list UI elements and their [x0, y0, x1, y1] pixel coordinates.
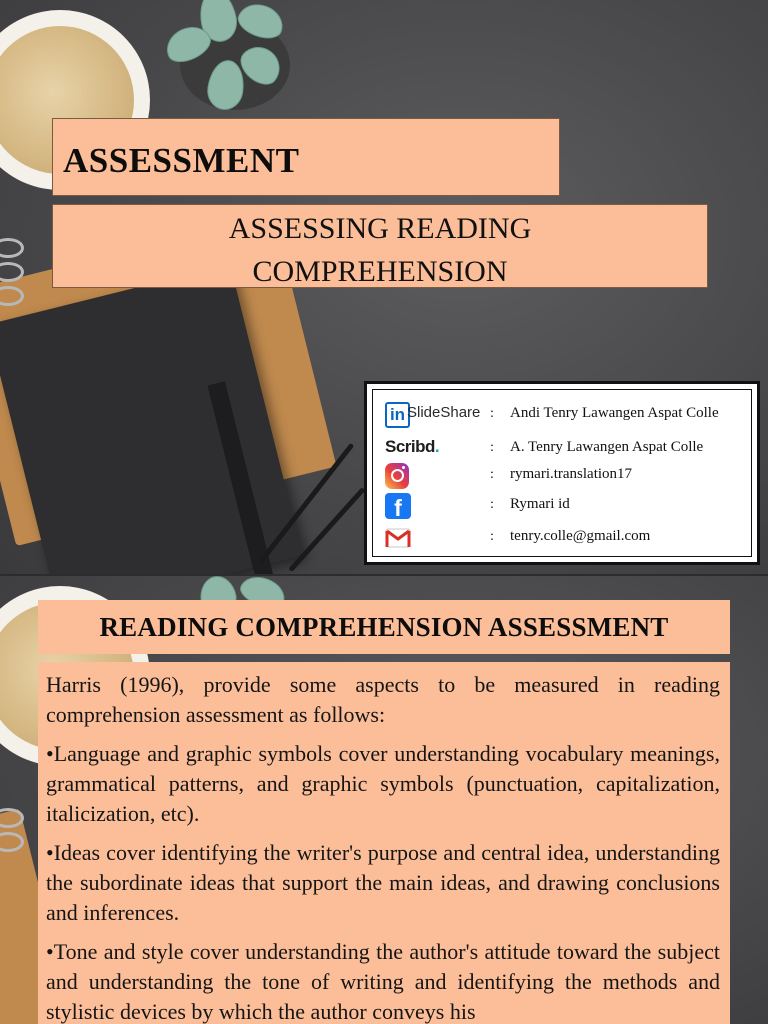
colon: : [490, 440, 494, 455]
instagram-icon [385, 463, 409, 489]
pen-image [288, 487, 365, 572]
section-title-box [38, 600, 730, 654]
slide-2 [0, 576, 768, 1024]
subtitle-box [52, 204, 708, 288]
colon: : [490, 406, 494, 421]
title-box [52, 118, 560, 196]
contact-value-instagram: rymari.translation17 [510, 466, 633, 482]
colon: : [490, 467, 494, 482]
subtitle-line-1: ASSESSING READING [228, 212, 532, 245]
contact-info-inner [372, 389, 752, 557]
colon: : [490, 529, 494, 544]
bullet-tone: •Tone and style cover understanding the author's attitude toward the subject and understanding the tone of writing and identifying the methods and stylistic devices by which the author conveys his [46, 939, 720, 1024]
contact-row-facebook [373, 491, 751, 519]
facebook-icon: f [385, 493, 411, 519]
bullet-language: •Language and graphic symbols cover understanding vocabulary meanings, grammatical patterns, and graphic symbols (punctuation, capitalization, italicization, etc). [46, 741, 720, 826]
contact-value-slideshare: Andi Tenry Lawangen Aspat Colle [510, 405, 719, 421]
colon: : [490, 497, 494, 512]
subtitle-line-2: COMPREHENSION [252, 255, 508, 288]
contact-value-scribd: A. Tenry Lawangen Aspat Colle [510, 439, 704, 455]
contact-value-facebook: Rymari id [510, 496, 570, 512]
contact-row-scribd [373, 434, 751, 462]
slideshare-label: SlideShare [407, 404, 481, 421]
slide-title: ASSESSMENT [63, 141, 300, 180]
scribd-logo: Scribd. [385, 437, 440, 456]
spiral-ring [0, 238, 24, 258]
contact-value-gmail: tenry.colle@gmail.com [510, 528, 651, 544]
gmail-icon [385, 528, 411, 554]
content-box [38, 662, 730, 1024]
contact-row-instagram [373, 461, 751, 489]
contact-info-box [364, 381, 760, 565]
linkedin-icon: in [385, 402, 410, 428]
paragraph-intro: Harris (1996), provide some aspects to be measured in reading comprehension assessment as follows: [46, 672, 720, 727]
contact-row-slideshare [373, 400, 751, 428]
bullet-ideas: •Ideas cover identifying the writer's purpose and central idea, understanding the subordinate ideas that support the main ideas, and drawing conclusions and inferences. [46, 840, 720, 925]
contact-row-gmail [373, 523, 751, 551]
section-title: READING COMPREHENSION ASSESSMENT [99, 612, 669, 642]
